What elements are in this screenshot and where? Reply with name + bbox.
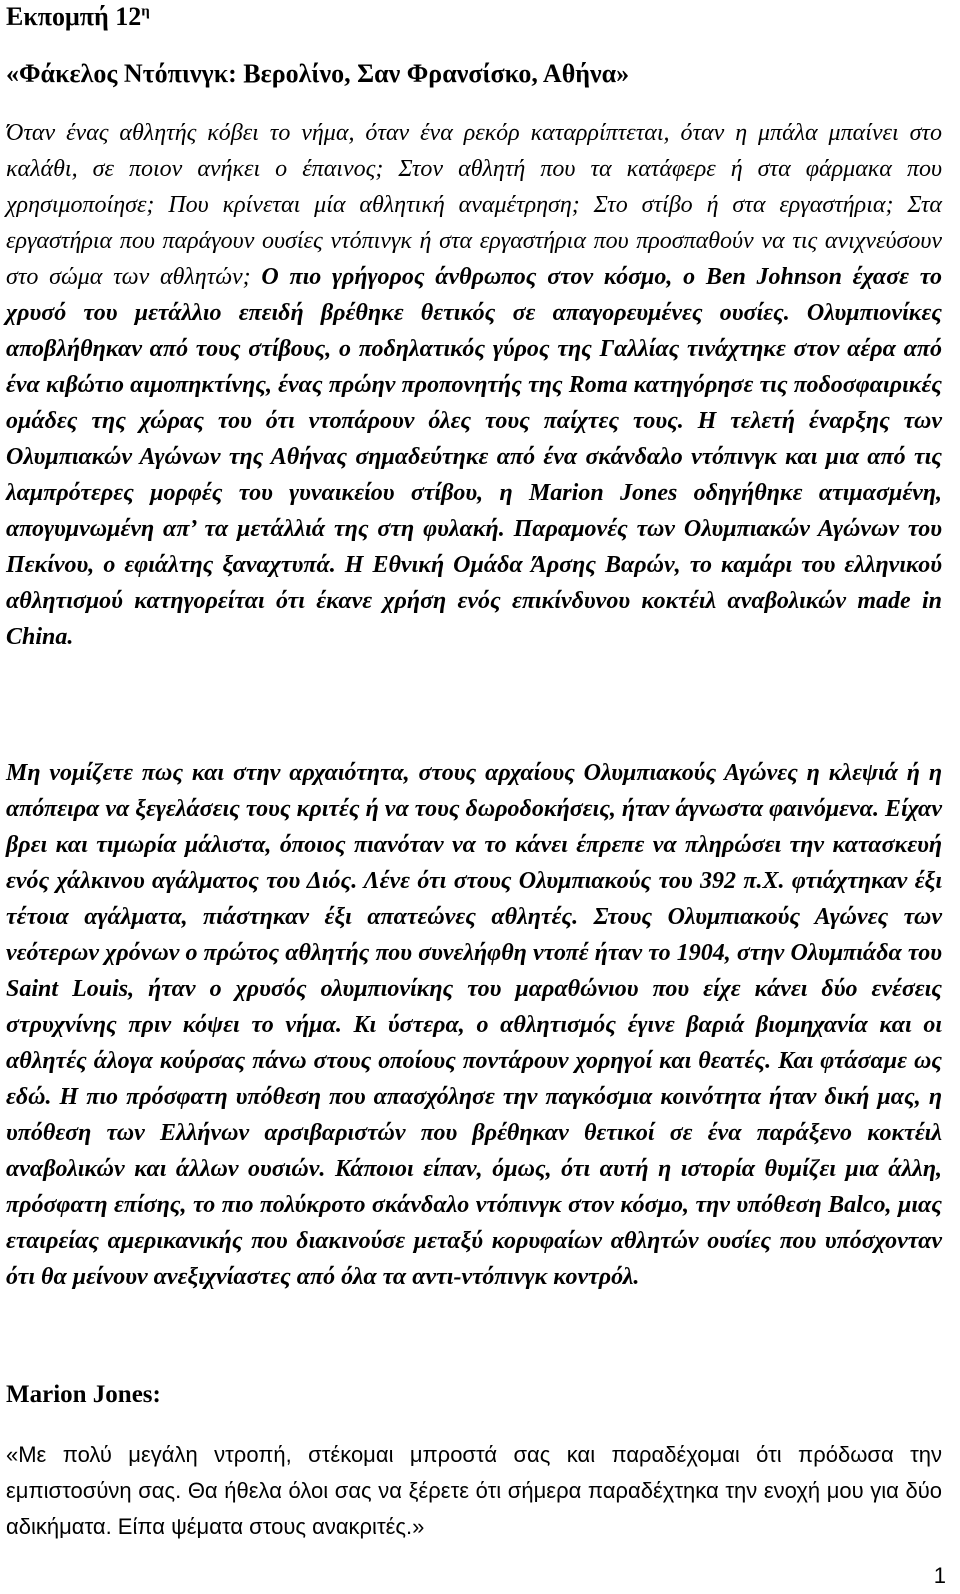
speaker-label: Marion Jones:	[6, 1381, 161, 1408]
history-paragraph: Μη νομίζετε πως και στην αρχαιότητα, στους αρχαίους Ολυμπιακούς Αγώνες η κλεψιά ή η απόπειρα να ξεγελάσεις τους κριτές ή να τους δωροδοκήσεις, ήταν άγνωστα φαινόμενα. Είχαν βρει και τιμωρία μάλιστα, όποιος πιανόταν να το κάνει έπρεπε να πληρώσει την κατασκευή ενός χάλκινου αγάλματος του Διός. Λένε ότι στους Ολυμπιακούς του 392 π.Χ. φτιάχτηκαν έξι τέτοια αγάλματα, πιάστηκαν έξι απατεώνες αθλητές. Στους Ολυμπιακούς Αγώνες των νεότερων χρόνων ο πρώτος αθλητής που συνελήφθη ντοπέ ήταν το 1904, στην Ολυμπιάδα του Saint Louis, ήταν ο χρυσός ολυμπιονίκης του μαραθώνιου που είχε κάνει δύο ενέσεις στρυχνίνης πριν κόψει το νήμα. Κι ύστερα, ο αθλητισμός έγινε βαριά βιομηχανία και οι αθλητές άλογα κούρσας πάνω στους οποίους ποντάρουν χορηγοί και θεατές. Και φτάσαμε ως εδώ. Η πιο πρόσφατη υπόθεση που απασχόλησε την παγκόσμια κοινότητα ήταν δική μας, η υπόθεση των Ελλήνων αρσιβαριστών που βρέθηκαν θετικοί σε ένα παράξενο κοκτέιλ αναβολικών και άλλων ουσιών. Κάποιοι είπαν, όμως, ότι αυτή η ιστορία θυμίζει μια άλλη, πρόσφατη επίσης, το πιο πολύκροτο σκάνδαλο ντόπινγκ στον κόσμο, την υπόθεση Balco, μιας εταιρείας αμερικανικής που διακινούσε μεταξύ κορυφαίων αθλητών ουσίες που υπόσχονταν ότι θα μείνουν ανεξιχνίαστες από όλα τα αντι-ντόπινγκ κοντρόλ.	[6, 760, 942, 1290]
episode-subtitle: «Φάκελος Ντόπινγκ: Βερολίνο, Σαν Φρανσίσκο, Αθήνα»	[6, 59, 630, 88]
intro-paragraph	[6, 115, 942, 655]
page-number: 1	[933, 1563, 946, 1588]
episode-heading	[6, 0, 150, 34]
episode-heading-superscript: η	[141, 3, 150, 20]
speaker-quote: «Με πολύ μεγάλη ντροπή, στέκομαι μπροστά σας και παραδέχομαι ότι πρόδωσα την εμπιστοσύνη σας. Θα ήθελα όλοι σας να ξέρετε ότι σήμερα παραδέχτηκα την ενοχή μου για δύο αδικήματα. Είπα ψέματα στους ανακριτές.»	[6, 1442, 942, 1539]
intro-paragraph-bold-italic: Ο πιο γρήγορος άνθρωπος στον κόσμο, ο Ben Johnson έχασε το χρυσό του μετάλλιο επειδή βρέθηκε θετικός σε απαγορευμένες ουσίες. Ολυμπιονίκες αποβλήθηκαν από τους στίβους, ο ποδηλατικός γύρος της Γαλλίας τινάχτηκε στον αέρα από ένα κιβώτιο αιμοπηκτίνης, ένας πρώην προπονητής της Roma κατηγόρησε τις ποδοσφαιρικές ομάδες της χώρας του ότι ντοπάρουν όλες τους παίχτες τους. Η τελετή έναρξης των Ολυμπιακών Αγώνων της Αθήνας σημαδεύτηκε από ένα σκάνδαλο ντόπινγκ και μια από τις λαμπρότερες μορφές του γυναικείου στίβου, η Marion Jones οδηγήθηκε ατιμασμένη, απογυμνωμένη απ’ τα μετάλλιά της στη φυλακή. Παραμονές των Ολυμπιακών Αγώνων του Πεκίνου, ο εφιάλτης ξαναχτυπά. Η Εθνική Ομάδα Άρσης Βαρών, το καμάρι του ελληνικού αθλητισμού κατηγορείται ότι έκανε χρήση ενός επικίνδυνου κοκτέιλ αναβολικών made in China.	[6, 264, 943, 650]
intro-paragraph-italic: Όταν ένας αθλητής κόβει το νήμα, όταν ένα ρεκόρ καταρρίπτεται, όταν η μπάλα μπαίνει στο καλάθι, σε ποιον ανήκει ο έπαινος; Στον αθλητή που τα κατάφερε ή στα φάρμακα που χρησιμοποίησε; Που κρίνεται μία αθλητική αναμέτρηση; Στο στίβο ή στα εργαστήρια; Στα εργαστήρια που παράγουν ουσίες ντόπινγκ ή στα εργαστήρια που προσπαθούν να τις ανιχνεύσουν στο σώμα των αθλητών;	[6, 120, 942, 290]
episode-heading-text: Εκπομπή 12	[6, 2, 142, 31]
